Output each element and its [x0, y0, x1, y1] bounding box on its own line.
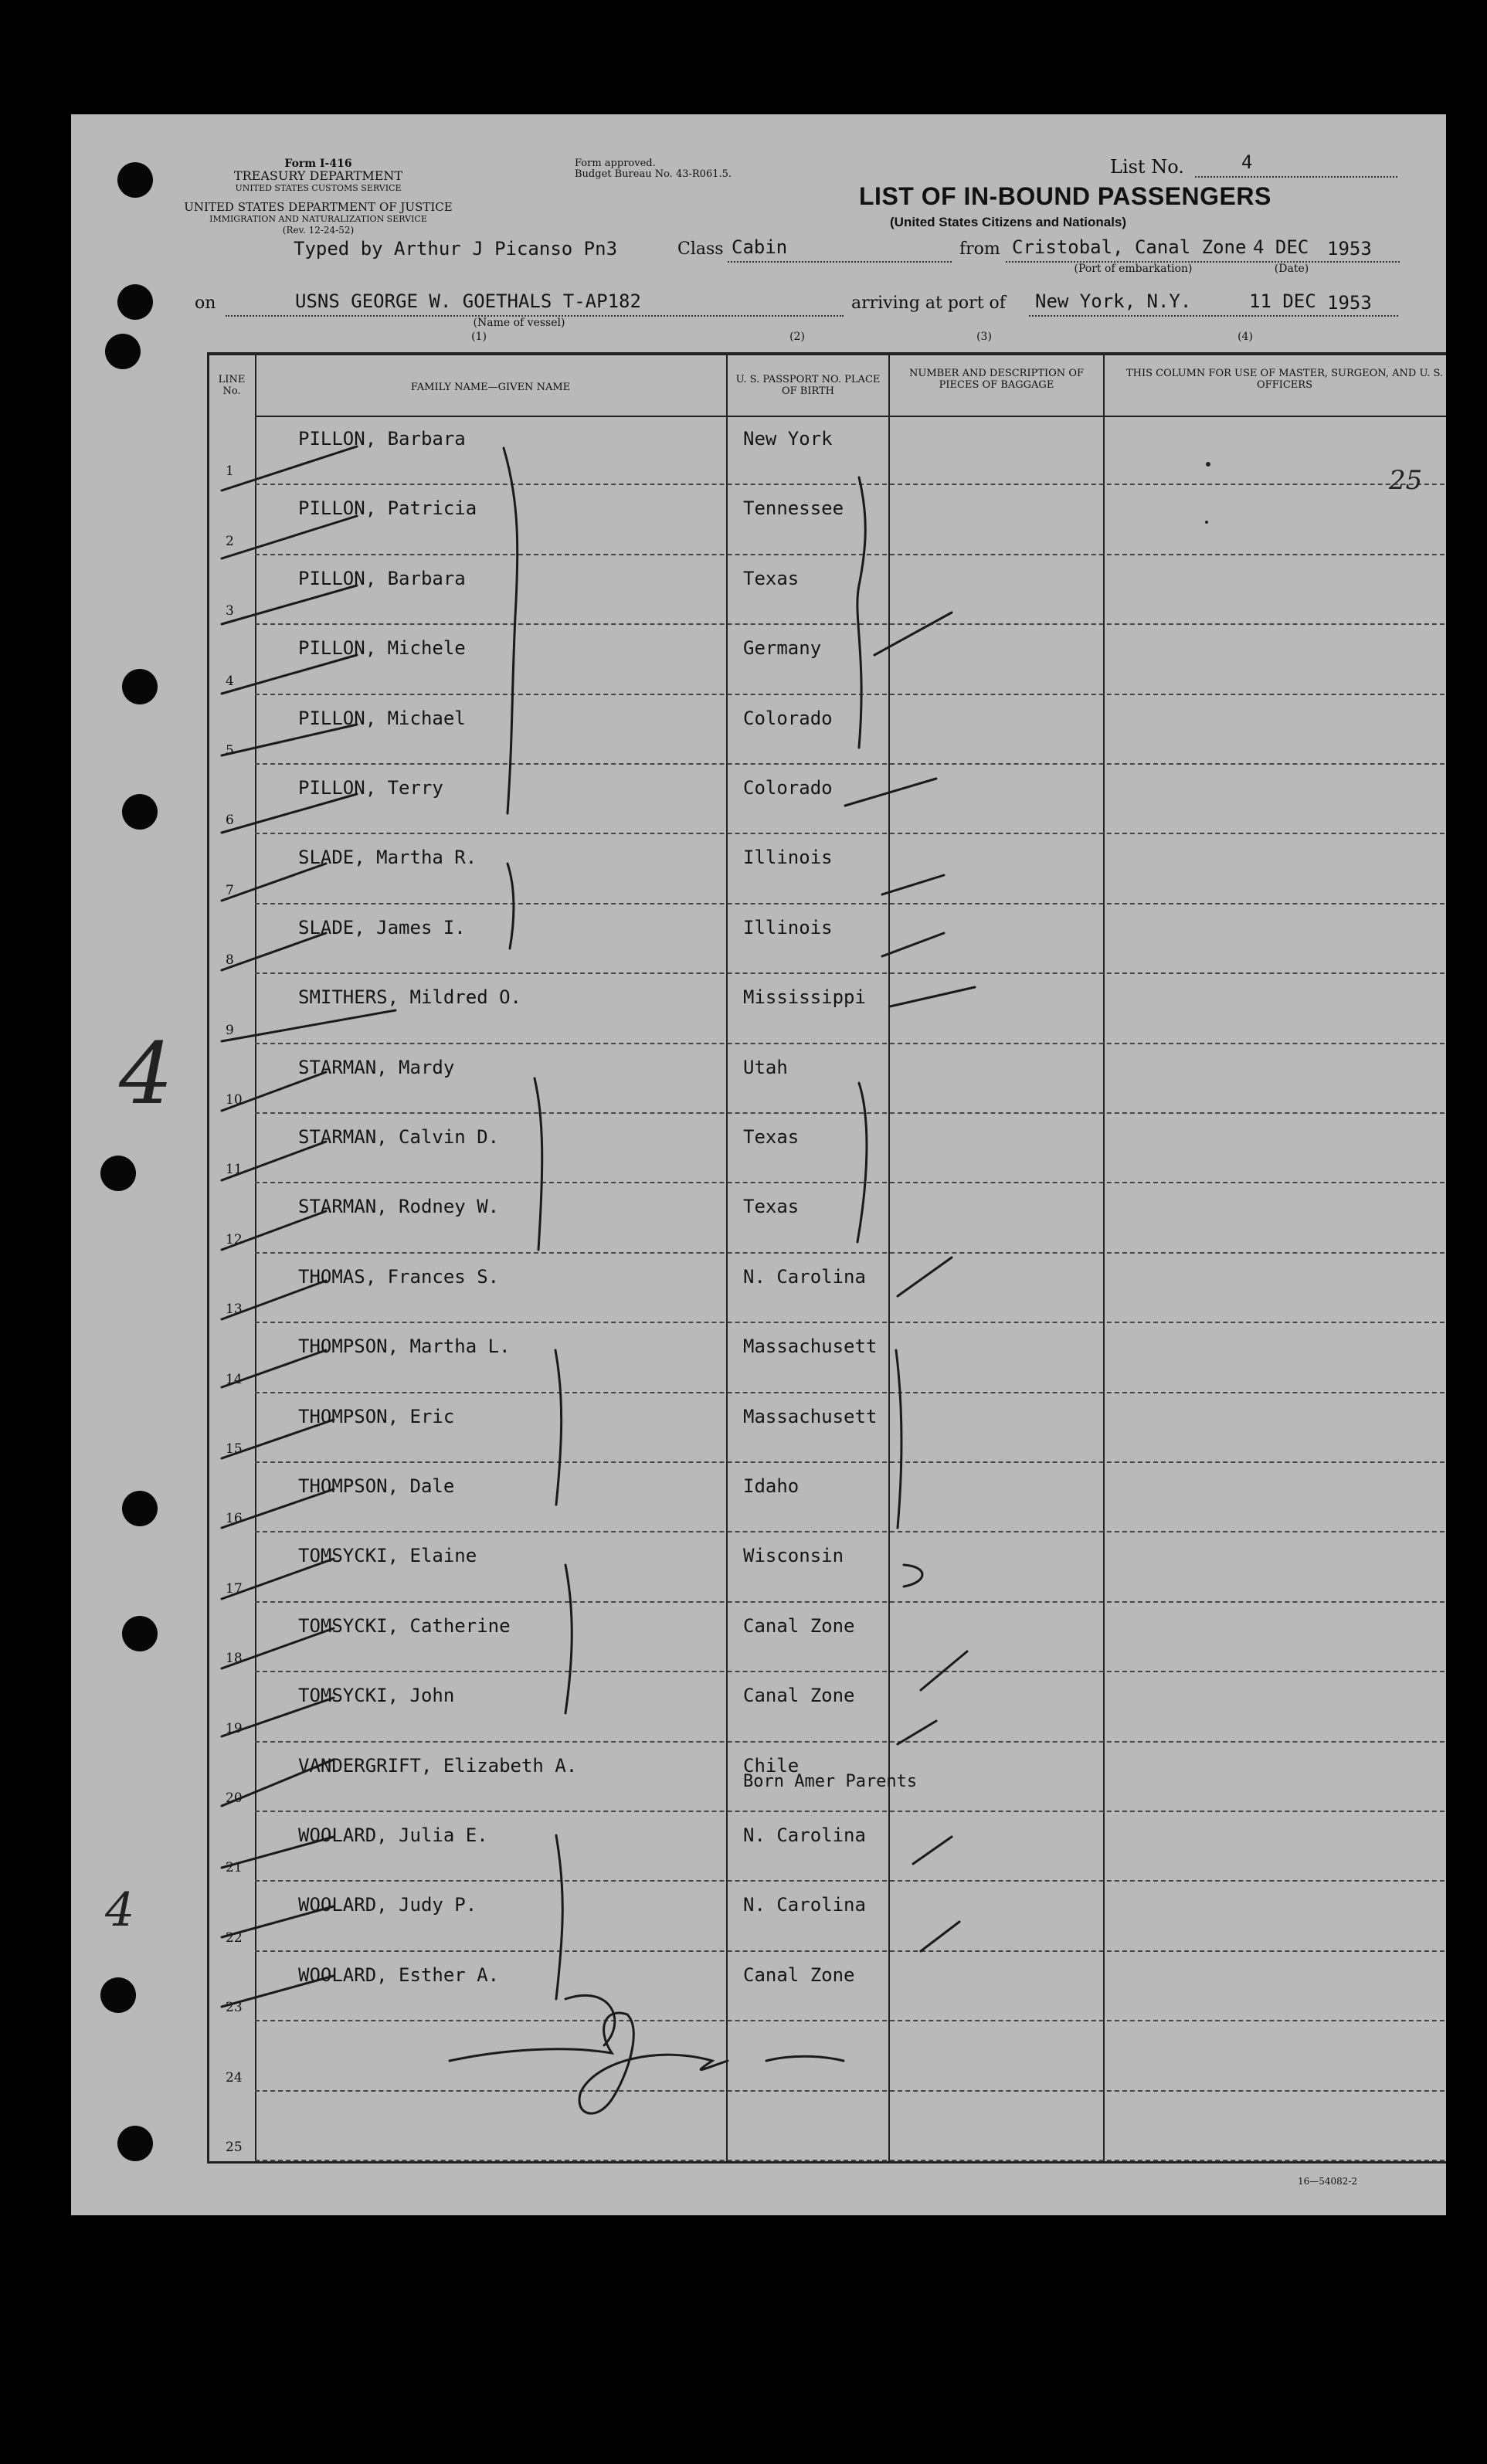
line-number: 6: [226, 813, 234, 829]
form-page: [71, 114, 1446, 2215]
arriving-label: arriving at port of: [851, 294, 1006, 313]
row-divider: [255, 1671, 1446, 1672]
budget-bureau: Budget Bureau No. 43-R061.5.: [575, 168, 732, 180]
line-number: 12: [226, 1231, 243, 1247]
row-divider: [255, 484, 1446, 485]
row-divider: [255, 1601, 1446, 1603]
passenger-name: THOMPSON, Eric: [298, 1405, 455, 1427]
punch-hole: [117, 2126, 153, 2161]
line-number: 9: [226, 1022, 234, 1038]
revision: (Rev. 12-24-52): [282, 225, 355, 236]
row-divider: [255, 972, 1446, 974]
row-divider: [255, 1322, 1446, 1323]
line-number: 1: [226, 463, 234, 480]
row-divider: [255, 554, 1446, 555]
line-number: 18: [226, 1651, 243, 1667]
passenger-name: THOMPSON, Dale: [298, 1475, 455, 1497]
line-number: 19: [226, 1720, 243, 1736]
passenger-name: SLADE, James I.: [298, 916, 466, 938]
row-divider: [255, 833, 1446, 834]
place-of-birth: Wisconsin: [743, 1545, 844, 1567]
customs-service: UNITED STATES CUSTOMS SERVICE: [235, 183, 402, 193]
date-caption: (Date): [1274, 263, 1309, 275]
place-of-birth: Texas: [743, 567, 800, 589]
vessel-name: USNS GEORGE W. GOETHALS T-AP182: [295, 290, 641, 312]
row-divider: [255, 1880, 1446, 1882]
line-number: 15: [226, 1441, 243, 1457]
row-divider: [255, 1112, 1446, 1114]
form-title: LIST OF IN-BOUND PASSENGERS: [859, 182, 1271, 210]
row-divider: [255, 2020, 1446, 2021]
passenger-name: PILLON, Michael: [298, 707, 466, 729]
header-name: FAMILY NAME—GIVEN NAME: [410, 382, 571, 393]
col-caption-2: (2): [789, 331, 805, 343]
punch-hole: [100, 1156, 136, 1191]
passenger-name: VANDERGRIFT, Elizabeth A.: [298, 1754, 578, 1777]
place-of-birth: Canal Zone: [743, 1614, 855, 1637]
passenger-name: STARMAN, Calvin D.: [298, 1126, 500, 1148]
header-line-no: LINE No.: [218, 374, 246, 397]
row-divider: [255, 1252, 1446, 1254]
place-of-birth: N. Carolina: [743, 1265, 866, 1288]
passenger-table: [207, 352, 1446, 2169]
table-rows: [207, 416, 1446, 2161]
passenger-name: PILLON, Michele: [298, 637, 466, 660]
passenger-name: WOOLARD, Judy P.: [298, 1894, 477, 1916]
from-label: from: [959, 239, 1000, 259]
punch-hole: [122, 1616, 158, 1651]
passenger-name: PILLON, Patricia: [298, 497, 477, 520]
margin-four-small: 4: [105, 1883, 135, 1937]
place-of-birth: Texas: [743, 1126, 800, 1148]
passenger-name: WOOLARD, Julia E.: [298, 1824, 488, 1846]
passenger-name: TOMSYCKI, Elaine: [298, 1545, 477, 1567]
from-port-value: Cristobal, Canal Zone: [1012, 236, 1247, 258]
arrival-year-value: 1953: [1327, 292, 1372, 314]
place-of-birth: Massachusett: [743, 1405, 878, 1427]
row-divider: [255, 1392, 1446, 1393]
passenger-name: SLADE, Martha R.: [298, 847, 477, 869]
place-of-birth: Illinois: [743, 847, 833, 869]
passenger-name: SMITHERS, Mildred O.: [298, 986, 521, 1009]
row-divider: [255, 1182, 1446, 1183]
list-no-label: List No.: [1110, 156, 1184, 178]
place-of-birth: Illinois: [743, 916, 833, 938]
passenger-name: PILLON, Barbara: [298, 428, 466, 450]
line-number: 22: [226, 1929, 243, 1946]
place-of-birth: Colorado: [743, 777, 833, 799]
row-divider: [255, 903, 1446, 904]
officer-count: 25: [1389, 465, 1423, 496]
form-subtitle: (United States Citizens and Nationals): [890, 215, 1127, 229]
line-number: 14: [226, 1371, 243, 1387]
class-value: Cabin: [732, 236, 788, 258]
punch-hole: [117, 284, 153, 320]
place-of-birth: N. Carolina: [743, 1824, 866, 1846]
punch-hole: [105, 334, 141, 369]
place-of-birth: New York: [743, 428, 833, 450]
typed-by: Typed by Arthur J Picanso Pn3: [294, 238, 618, 260]
port-embarkation-caption: (Port of embarkation): [1074, 263, 1193, 275]
place-of-birth: Idaho: [743, 1475, 800, 1497]
passenger-name: TOMSYCKI, Catherine: [298, 1614, 511, 1637]
margin-four-large: 4: [119, 1024, 173, 1123]
line-number: 13: [226, 1302, 243, 1318]
line-number: 3: [226, 603, 234, 619]
birth-note: Born Amer Parents: [743, 1772, 918, 1791]
place-of-birth: Mississippi: [743, 986, 866, 1009]
passenger-name: WOOLARD, Esther A.: [298, 1963, 500, 1986]
place-of-birth: N. Carolina: [743, 1894, 866, 1916]
punch-hole: [122, 1491, 158, 1526]
passenger-name: TOMSYCKI, John: [298, 1685, 455, 1707]
header-passport: U. S. PASSPORT NO. PLACE OF BIRTH: [735, 374, 881, 397]
place-of-birth: Chile: [743, 1754, 800, 1777]
footer-code: 16—54082-2: [1298, 2176, 1358, 2187]
punch-hole: [100, 1977, 136, 2013]
line-number: 20: [226, 1790, 243, 1806]
line-number: 11: [226, 1162, 243, 1178]
row-divider: [255, 694, 1446, 695]
header-officers: THIS COLUMN FOR USE OF MASTER, SURGEON, AND U. S. OFFICERS: [1125, 368, 1444, 391]
passenger-name: THOMPSON, Martha L.: [298, 1336, 511, 1358]
on-label: on: [195, 294, 216, 313]
row-divider: [255, 2160, 1446, 2161]
row-divider: [255, 1531, 1446, 1532]
line-number: 17: [226, 1580, 243, 1597]
row-divider: [255, 623, 1446, 625]
col-caption-3: (3): [976, 331, 992, 343]
vessel-caption: (Name of vessel): [473, 317, 565, 329]
place-of-birth: Germany: [743, 637, 822, 660]
treasury-dept: TREASURY DEPARTMENT: [233, 168, 403, 183]
line-number: 16: [226, 1511, 243, 1527]
from-year-value: 1953: [1327, 238, 1372, 260]
class-label: Class: [677, 239, 724, 259]
place-of-birth: Canal Zone: [743, 1685, 855, 1707]
row-divider: [255, 1043, 1446, 1044]
row-divider: [255, 1741, 1446, 1743]
line-number: 8: [226, 952, 234, 969]
arrival-date-value: 11 DEC: [1249, 290, 1316, 312]
line-number: 2: [226, 533, 234, 549]
line-number: 7: [226, 882, 234, 898]
line-number: 25: [226, 2140, 243, 2155]
justice-dept: UNITED STATES DEPARTMENT OF JUSTICE: [184, 200, 453, 214]
line-number: 21: [226, 1860, 243, 1876]
row-divider: [255, 1461, 1446, 1463]
form-number: Form I-416: [284, 158, 352, 170]
line-number: 5: [226, 743, 234, 759]
line-number: 24: [226, 2069, 243, 2086]
line-number: 10: [226, 1092, 243, 1108]
passenger-name: STARMAN, Rodney W.: [298, 1196, 500, 1218]
line-number: 23: [226, 2000, 243, 2016]
col-caption-1: (1): [471, 331, 487, 343]
row-divider: [255, 1950, 1446, 1952]
col-caption-4: (4): [1237, 331, 1253, 343]
passenger-name: PILLON, Barbara: [298, 567, 466, 589]
list-no-value: 4: [1241, 151, 1253, 173]
row-divider: [255, 763, 1446, 765]
place-of-birth: Colorado: [743, 707, 833, 729]
place-of-birth: Utah: [743, 1056, 788, 1078]
from-date-value: 4 DEC: [1253, 236, 1309, 258]
punch-hole: [122, 669, 158, 704]
punch-hole: [122, 794, 158, 830]
form-approved: Form approved.: [575, 158, 656, 169]
ins-service: IMMIGRATION AND NATURALIZATION SERVICE: [209, 214, 427, 224]
punch-hole: [117, 162, 153, 198]
passenger-name: STARMAN, Mardy: [298, 1056, 455, 1078]
row-divider: [255, 2090, 1446, 2092]
place-of-birth: Canal Zone: [743, 1963, 855, 1986]
row-divider: [255, 1811, 1446, 1812]
header-baggage: NUMBER AND DESCRIPTION OF PIECES OF BAGGAGE: [908, 368, 1084, 391]
arrival-port-value: New York, N.Y.: [1035, 290, 1192, 312]
place-of-birth: Tennessee: [743, 497, 844, 520]
place-of-birth: Massachusett: [743, 1336, 878, 1358]
place-of-birth: Texas: [743, 1196, 800, 1218]
passenger-name: PILLON, Terry: [298, 777, 443, 799]
line-number: 4: [226, 673, 234, 689]
passenger-name: THOMAS, Frances S.: [298, 1265, 500, 1288]
